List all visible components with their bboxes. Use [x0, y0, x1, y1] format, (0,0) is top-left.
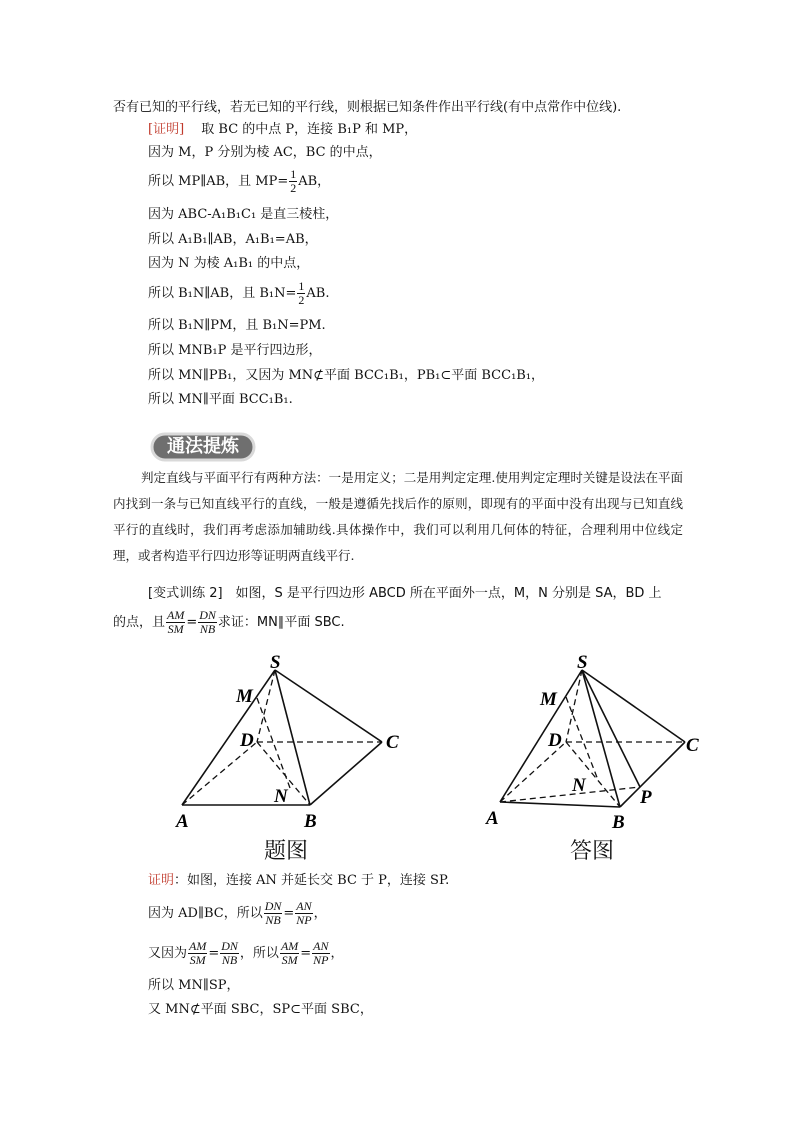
proof-line: 又因为 $\frac{AM}{SM}$ = $\frac{DN}{NB}$ ，所以 $\frac{AM}{SM}$ = $\frac{AN}{NP}$ ，	[148, 939, 344, 967]
label-n: N	[572, 775, 586, 796]
proof-line: 因为 M，P 分别为棱 AC，BC 的中点，	[148, 145, 382, 160]
method-badge	[150, 432, 256, 462]
proof-line: 所以 MNB₁P 是平行四边形，	[148, 343, 322, 358]
equals-sign: =	[186, 615, 198, 630]
numerator: 1	[290, 167, 297, 181]
denominator: NB	[221, 953, 238, 967]
label-n: N	[274, 786, 288, 807]
proof-text: ，	[330, 946, 344, 961]
numerator: DN	[221, 939, 238, 953]
label-c: C	[686, 735, 699, 756]
edge-ad	[500, 742, 566, 802]
numerator: AM	[167, 608, 185, 622]
fraction	[289, 168, 297, 195]
label-m: M	[236, 686, 253, 707]
label-p: P	[640, 787, 652, 808]
proof-text: ，所以	[239, 946, 279, 961]
edge-sd	[566, 670, 582, 742]
denominator: NP	[296, 913, 312, 927]
denominator: SM	[281, 953, 298, 967]
fraction	[264, 900, 283, 927]
edge-bc	[620, 742, 685, 807]
proof-tag: 证明	[148, 873, 175, 888]
label-b: B	[304, 811, 317, 832]
proof-text: AB，	[298, 174, 331, 189]
proof-text: 所以 MP∥AB，且 MP=	[148, 174, 289, 189]
numerator: DN	[264, 899, 282, 913]
numerator: AM	[280, 939, 299, 953]
segment-ap	[500, 787, 640, 802]
numerator: 1	[298, 279, 305, 293]
proof-text: 因为 AD∥BC，所以	[148, 906, 263, 921]
fraction	[280, 940, 299, 967]
fraction	[166, 609, 185, 636]
label-a: A	[176, 811, 189, 832]
segment-sp	[582, 670, 640, 787]
edge-sb	[582, 670, 620, 807]
proof-line	[148, 280, 329, 307]
fraction	[312, 940, 329, 967]
denominator: 2	[290, 181, 297, 195]
label-c: C	[386, 732, 399, 753]
denominator: NB	[265, 913, 281, 927]
edge-sa	[182, 670, 275, 805]
edge-sc	[582, 670, 685, 742]
exercise-line: [变式训练 2] 如图，S 是平行四边形 ABCD 所在平面外一点，M，N 分别是 SA，BD 上	[148, 586, 662, 601]
proof-text: 所以 B₁N∥AB，且 B₁N=	[148, 286, 297, 301]
question-figure	[160, 650, 420, 835]
proof-line: 因为 AD∥BC，所以 $\frac{DN}{NB}$ = $\frac{AN}{NP}$ ，	[148, 899, 327, 927]
proof-tag: [证明]	[148, 122, 185, 137]
numerator: AM	[189, 939, 207, 953]
proof-text: AB.	[306, 286, 330, 301]
answer-figure	[480, 650, 730, 835]
question-figure-caption: 题图	[264, 839, 309, 864]
numerator: DN	[199, 608, 216, 622]
label-a: A	[486, 808, 499, 829]
proof-line: 所以 MN∥SP，	[148, 978, 240, 993]
proof-line	[148, 871, 449, 891]
fraction	[198, 609, 217, 636]
proof-line: 所以 MN∥平面 BCC₁B₁.	[148, 392, 293, 407]
label-m: M	[540, 689, 557, 710]
edge-sd	[257, 670, 275, 742]
proof-line	[148, 168, 330, 195]
answer-figure-caption: 答图	[570, 839, 615, 864]
fraction	[295, 900, 312, 927]
edge-bc	[310, 742, 382, 805]
fraction	[297, 280, 305, 307]
proof-line	[148, 120, 417, 140]
exercise-text: 求证：MN∥平面 SBC.	[217, 615, 345, 630]
label-d: D	[240, 730, 254, 751]
method-paragraph: 判定直线与平面平行有两种方法：一是用定义；二是用判定定理.使用判定定理时关键是设法在平面内找到一条与已知直线平行的直线，一般是遵循先找后作的原则，即现有的平面中没有出现与已知直线平行的直线时，我们再考虑添加辅助线.具体操作中，我们可以利用几何体的特征，合理利用中位线定理，或者构造平行四边形等证明两直线平行.	[113, 470, 683, 563]
denominator: NB	[199, 622, 216, 636]
fraction	[188, 940, 207, 967]
denominator: SM	[167, 622, 184, 636]
proof-text: 取 BC 的中点 P，连接 B₁P 和 MP，	[201, 122, 418, 137]
proof-line: 所以 A₁B₁∥AB，A₁B₁=AB，	[148, 232, 318, 247]
proof-text: ：如图，连接 AN 并延长交 BC 于 P，连接 SP.	[174, 873, 450, 888]
numerator: AN	[296, 899, 312, 913]
proof-line: 因为 ABC-A₁B₁C₁ 是直三棱柱，	[148, 207, 339, 222]
exercise-line	[113, 609, 345, 636]
badge-label: 通法提炼	[167, 436, 239, 457]
edge-ab	[500, 802, 620, 807]
label-d: D	[548, 730, 562, 751]
label-b: B	[612, 812, 625, 833]
numerator: AN	[313, 939, 329, 953]
proof-line: 所以 MN∥PB₁，又因为 MN⊄平面 BCC₁B₁，PB₁⊂平面 BCC₁B₁，	[148, 368, 545, 383]
denominator: SM	[189, 953, 206, 967]
fraction	[220, 940, 239, 967]
proof-text: ，	[313, 906, 327, 921]
exercise-text: 的点，且	[113, 615, 166, 630]
denominator: NP	[313, 953, 329, 967]
label-s: S	[270, 652, 281, 673]
continued-text: 否有已知的平行线，若无已知的平行线，则根据已知条件作出平行线(有中点常作中位线).	[113, 100, 622, 115]
proof-line: 所以 B₁N∥PM，且 B₁N=PM.	[148, 318, 326, 333]
denominator: 2	[298, 293, 305, 307]
proof-line: 又 MN⊄平面 SBC，SP⊂平面 SBC，	[148, 1002, 373, 1017]
proof-line: 因为 N 为棱 A₁B₁ 的中点，	[148, 256, 310, 271]
proof-text: 又因为	[148, 946, 188, 961]
label-s: S	[577, 652, 588, 673]
